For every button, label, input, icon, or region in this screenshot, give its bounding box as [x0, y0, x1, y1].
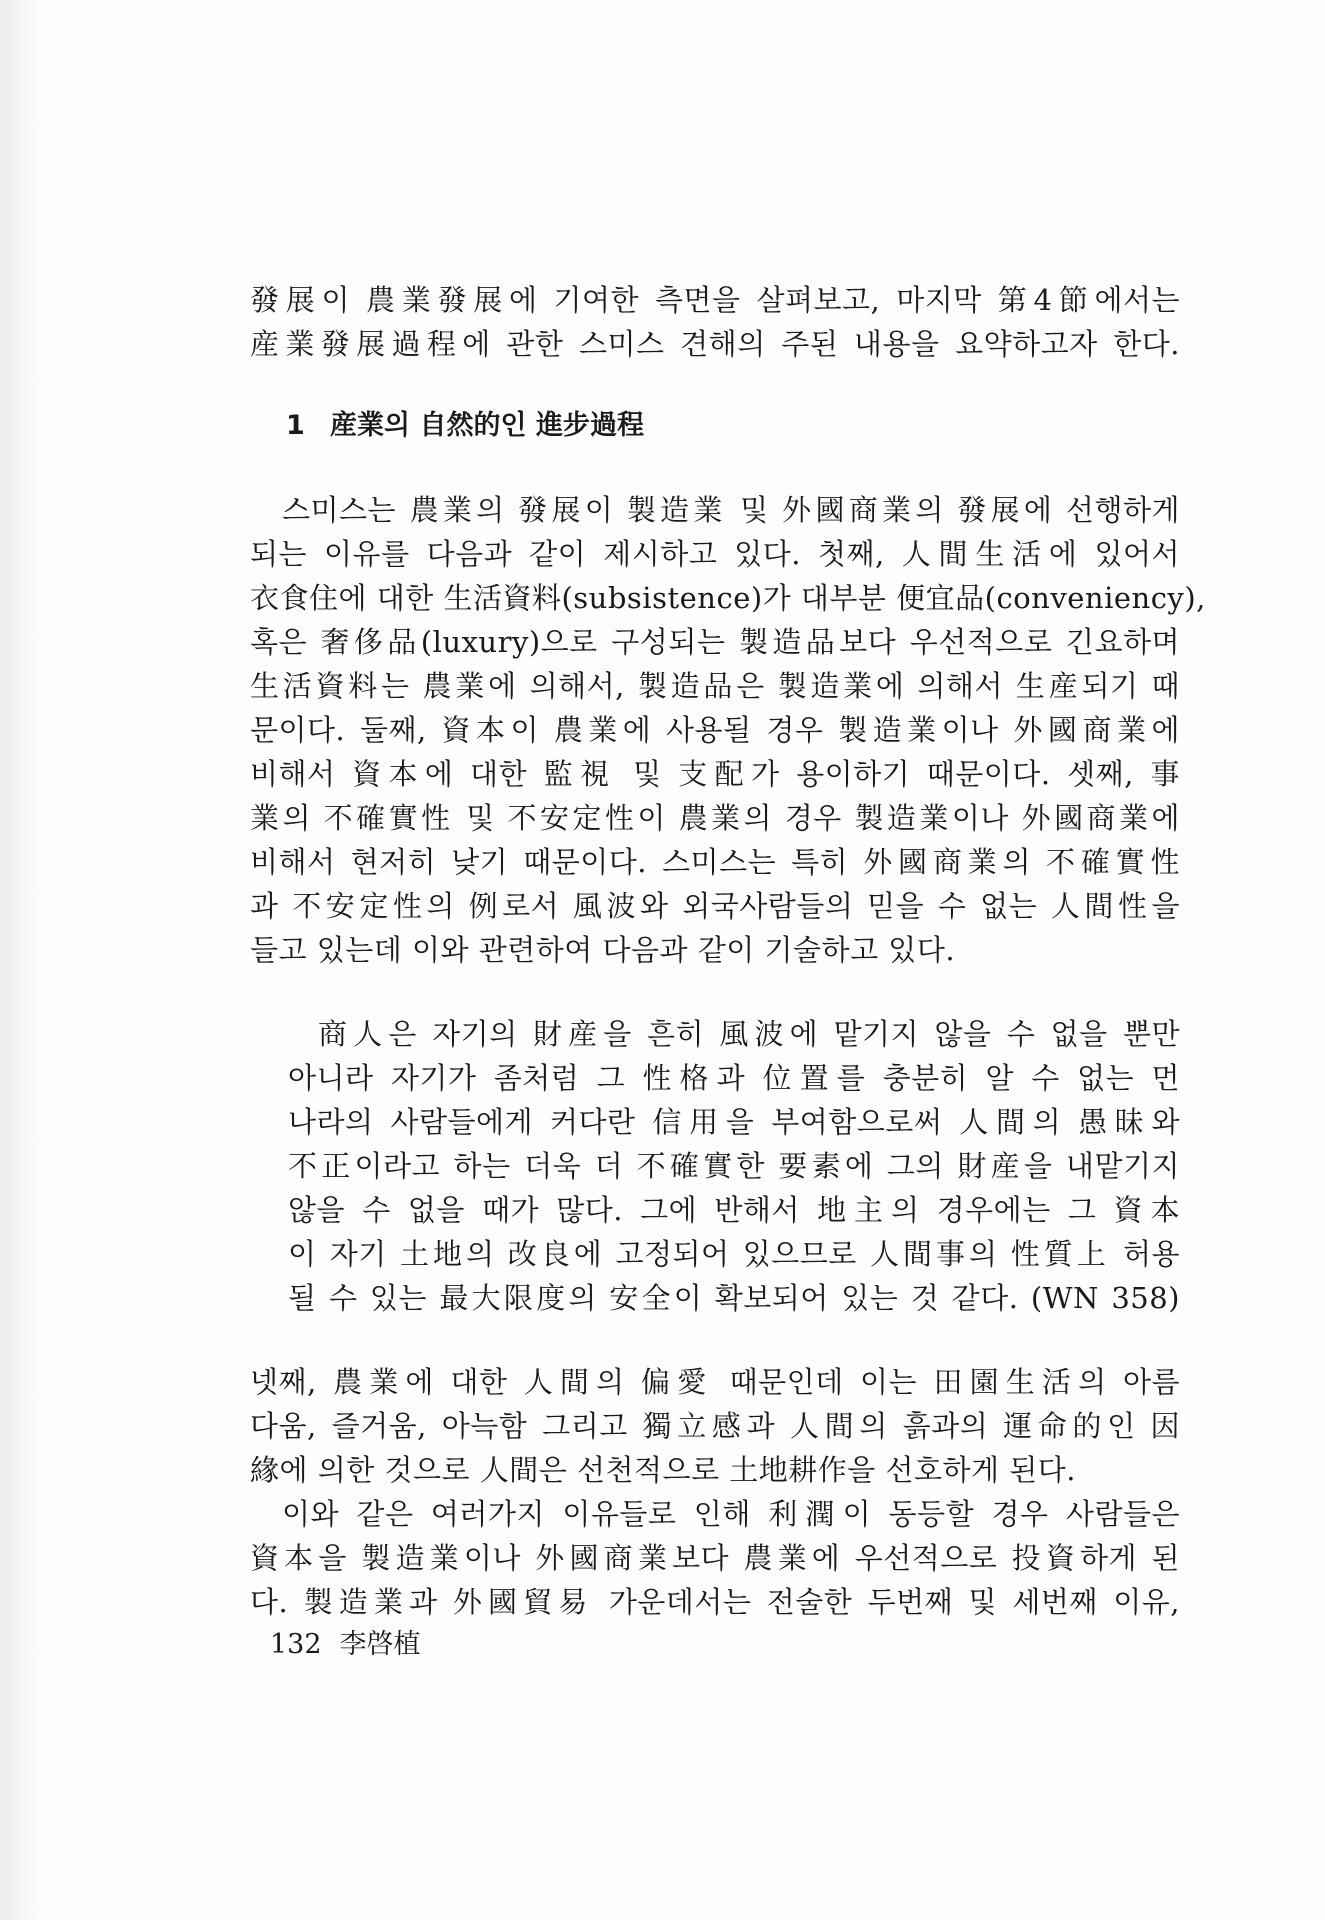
section-number: 1 — [286, 410, 305, 441]
text-line: 業의 不確實性 및 不安定性이 農業의 경우 製造業이나 外國商業에 — [250, 801, 1180, 835]
text-line: 들고 있는데 이와 관련하여 다음과 같이 기술하고 있다. — [250, 933, 956, 967]
text-line: 되는 이유를 다음과 같이 제시하고 있다. 첫째, 人間生活에 있어서 — [250, 537, 1180, 571]
quote-line: 될 수 있는 最大限度의 安全이 확보되어 있는 것 같다. (WN 358) — [288, 1281, 1180, 1315]
text-column — [250, 278, 1206, 1624]
author-name: 李啓植 — [339, 1629, 421, 1660]
page-edge-shadow — [0, 0, 40, 1920]
text-line: 衣食住에 대한 生活資料(subsistence)가 대부분 便宜品(conveniency), — [250, 581, 1206, 615]
text-line: 넷째, 農業에 대한 人間의 偏愛 때문인데 이는 田園生活의 아름 — [250, 1365, 1180, 1399]
text-line: 이와 같은 여러가지 이유들로 인해 利潤이 동등할 경우 사람들은 — [282, 1497, 1180, 1531]
text-line: 緣에 의한 것으로 人間은 선천적으로 土地耕作을 선호하게 된다. — [250, 1453, 1077, 1487]
text-line: 生活資料는 農業에 의해서, 製造品은 製造業에 의해서 生産되기 때 — [250, 669, 1180, 703]
quote-line: 아니라 자기가 좀처럼 그 性格과 位置를 충분히 알 수 없는 먼 — [288, 1061, 1180, 1095]
section-heading — [286, 406, 1180, 446]
text-line: 비해서 현저히 낮기 때문이다. 스미스는 특히 外國商業의 不確實性 — [250, 845, 1180, 879]
section-title: 産業의 自然的인 進步過程 — [330, 410, 644, 441]
text-line: 다. 製造業과 外國貿易 가운데서는 전술한 두번째 및 세번째 이유, — [250, 1585, 1180, 1619]
paragraph-reasons — [250, 488, 1206, 972]
text-line: 비해서 資本에 대한 監視 및 支配가 용이하기 때문이다. 셋째, 事 — [250, 757, 1180, 791]
quote-line: 이 자기 土地의 改良에 고정되어 있으므로 人間事의 性質上 허용 — [288, 1237, 1180, 1271]
quote-line: 나라의 사람들에게 커다란 信用을 부여함으로써 人間의 愚昧와 — [288, 1105, 1180, 1139]
quote-line: 않을 수 없을 때가 많다. 그에 반해서 地主의 경우에는 그 資本 — [288, 1193, 1180, 1227]
text-line: 문이다. 둘째, 資本이 農業에 사용될 경우 製造業이나 外國商業에 — [250, 713, 1180, 747]
text-line: 다움, 즐거움, 아늑함 그리고 獨立感과 人間의 흙과의 運命的인 因 — [250, 1409, 1180, 1443]
paragraph-fourth-reason — [250, 1360, 1180, 1492]
text-line: 發展이 農業發展에 기여한 측면을 살펴보고, 마지막 第4節에서는 — [250, 283, 1180, 317]
page-footer — [270, 1622, 421, 1661]
text-line: 資本을 製造業이나 外國商業보다 農業에 우선적으로 投資하게 된 — [250, 1541, 1180, 1575]
text-line: 스미스는 農業의 發展이 製造業 및 外國商業의 發展에 선행하게 — [282, 493, 1180, 527]
page-number: 132 — [270, 1629, 322, 1660]
block-quote — [288, 1012, 1180, 1320]
quote-line: 商人은 자기의 財産을 흔히 風波에 맡기지 않을 수 없을 뿐만 — [318, 1017, 1180, 1051]
quote-line: 不正이라고 하는 더욱 더 不確實한 要素에 그의 財産을 내맡기지 — [288, 1149, 1180, 1183]
intro-paragraph — [250, 278, 1180, 366]
text-line: 과 不安定性의 例로서 風波와 외국사람들의 믿을 수 없는 人間性을 — [250, 889, 1180, 923]
text-line: 혹은 奢侈品(luxury)으로 구성되는 製造品보다 우선적으로 긴요하며 — [250, 625, 1180, 659]
paragraph-investment — [250, 1492, 1180, 1624]
text-line: 産業發展過程에 관한 스미스 견해의 주된 내용을 요약하고자 한다. — [250, 327, 1180, 361]
